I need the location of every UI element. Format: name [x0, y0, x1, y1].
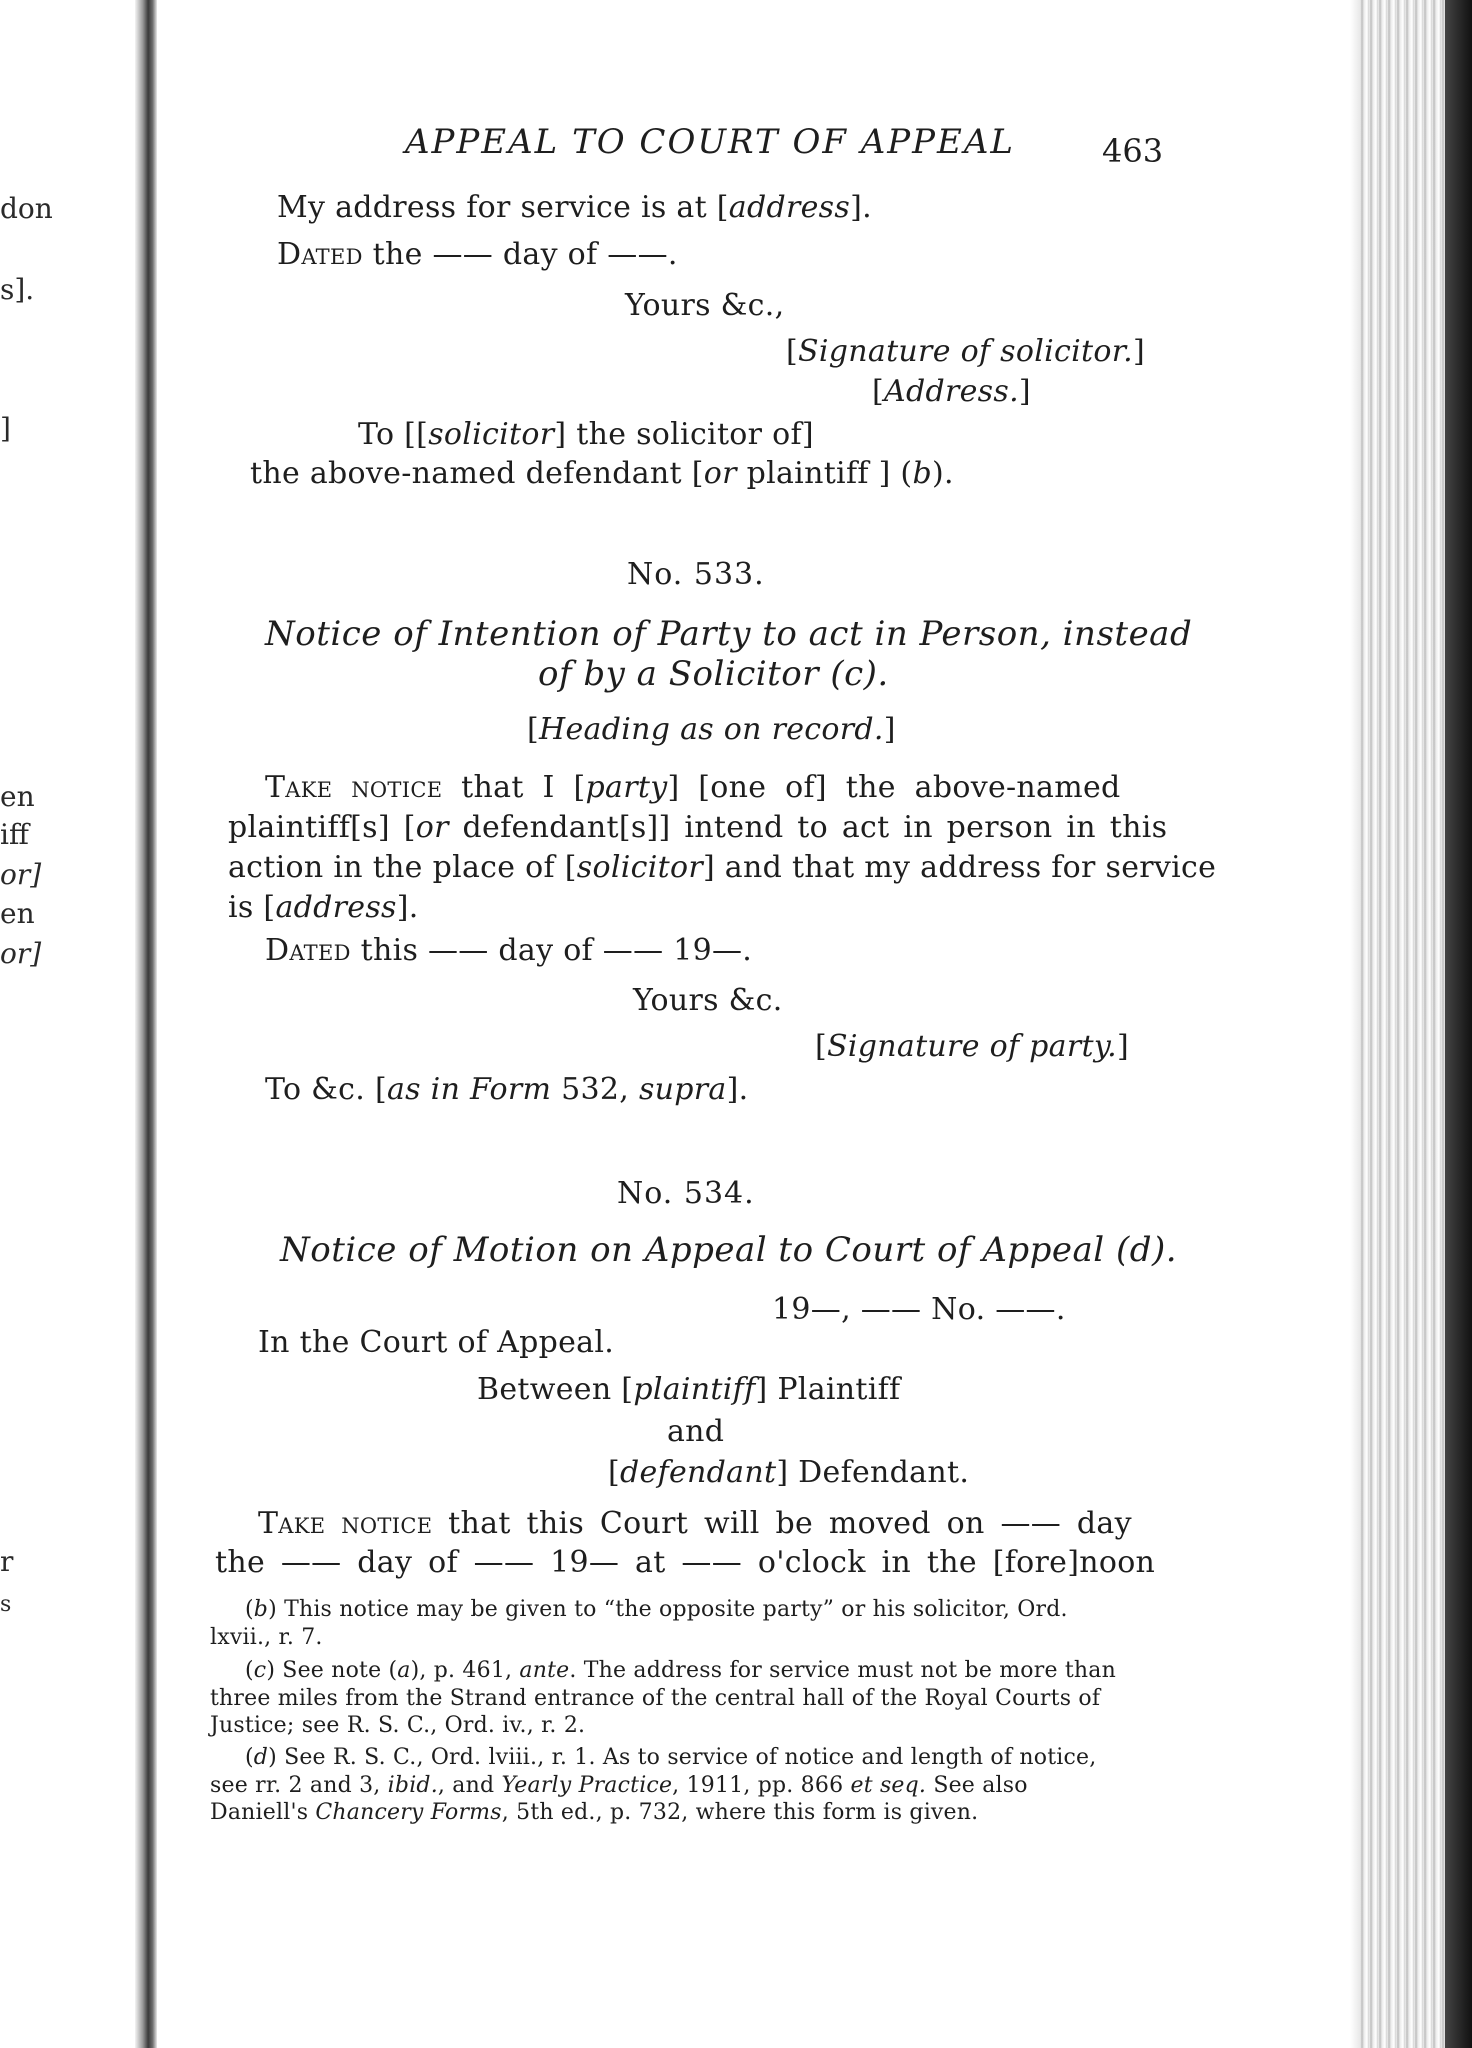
addressee-line: To &c. [as in Form 532, supra].: [265, 1072, 749, 1107]
left-page-fragment: s].: [0, 273, 35, 306]
footnote-b-continued: lxvii., r. 7.: [210, 1625, 323, 1650]
notice-paragraph-line: plaintiff[s] [or defendant[s]] intend to act in person in this: [228, 810, 1168, 845]
heading-instruction: [Heading as on record.]: [527, 712, 896, 747]
form-title-continued: of by a Solicitor (c).: [538, 654, 889, 694]
left-page-fragment: iff: [0, 818, 29, 851]
left-page-fragment: r: [0, 1545, 14, 1578]
left-page-margin: [0, 0, 140, 2048]
yours-closing: Yours &c.: [633, 983, 783, 1018]
binding-gutter-shadow: [135, 0, 157, 2048]
notice-paragraph-line: the —— day of —— 19— at —— o'clock in the [fore]noon: [215, 1545, 1156, 1580]
address-for-service-line: My address for service is at [address].: [277, 190, 872, 225]
form-title: Notice of Intention of Party to act in Person, instead: [265, 614, 1193, 654]
yours-closing: Yours &c.,: [625, 288, 785, 323]
addressee-line-2: the above-named defendant [or plaintiff ] (b).: [250, 456, 954, 491]
notice-paragraph-line: Take notice that this Court will be moved on —— day: [258, 1506, 1132, 1541]
notice-paragraph-line: is [address].: [228, 890, 419, 925]
left-page-fragment: en: [0, 780, 35, 813]
form-number: No. 533.: [627, 557, 765, 592]
footnote-c-continued: Justice; see R. S. C., Ord. iv., r. 2.: [210, 1713, 586, 1738]
left-page-fragment: s: [0, 1592, 12, 1617]
left-page-fragment: en: [0, 897, 35, 930]
footnote-d-continued: Daniell's Chancery Forms, 5th ed., p. 732, where this form is given.: [210, 1800, 979, 1825]
dated-line: Dated this —— day of —— 19—.: [265, 933, 753, 968]
notice-paragraph-line: Take notice that I [party] [one of] the above-named: [265, 770, 1121, 805]
addressee-line-1: To [[solicitor] the solicitor of]: [358, 417, 814, 452]
form-number: No. 534.: [617, 1176, 755, 1211]
footnote-d: (d) See R. S. C., Ord. lviii., r. 1. As to service of notice and length of notice,: [245, 1745, 1097, 1770]
and-conjunction: and: [667, 1414, 725, 1449]
running-header: APPEAL TO COURT OF APPEAL: [405, 122, 1015, 162]
left-page-fragment: don: [0, 192, 53, 225]
between-plaintiff: Between [plaintiff] Plaintiff: [477, 1372, 901, 1407]
signature-of-party: [Signature of party.]: [815, 1029, 1129, 1064]
left-page-fragment: or]: [0, 858, 42, 891]
left-page-fragment: or]: [0, 937, 42, 970]
address-placeholder: [Address.]: [872, 374, 1031, 409]
dated-line: Dated the —— day of ——.: [277, 237, 678, 272]
footnote-c: (c) See note (a), p. 461, ante. The address for service must not be more than: [245, 1658, 1116, 1683]
page-number: 463: [1102, 132, 1164, 170]
book-cover-edge: [1445, 0, 1472, 2048]
footnote-d-continued: see rr. 2 and 3, ibid., and Yearly Practice, 1911, pp. 866 et seq. See also: [210, 1773, 1028, 1798]
defendant-line: [defendant] Defendant.: [608, 1455, 970, 1490]
notice-paragraph-line: action in the place of [solicitor] and that my address for service: [228, 850, 1217, 885]
case-reference: 19—, —— No. ——.: [772, 1292, 1066, 1327]
signature-of-solicitor: [Signature of solicitor.]: [786, 334, 1145, 369]
form-title: Notice of Motion on Appeal to Court of Appeal (d).: [280, 1230, 1178, 1270]
left-page-fragment: ]: [0, 412, 11, 445]
footnote-c-continued: three miles from the Strand entrance of the central hall of the Royal Courts of: [210, 1686, 1101, 1711]
court-name: In the Court of Appeal.: [258, 1325, 615, 1360]
footnote-b: (b) This notice may be given to “the opposite party” or his solicitor, Ord.: [245, 1597, 1068, 1622]
